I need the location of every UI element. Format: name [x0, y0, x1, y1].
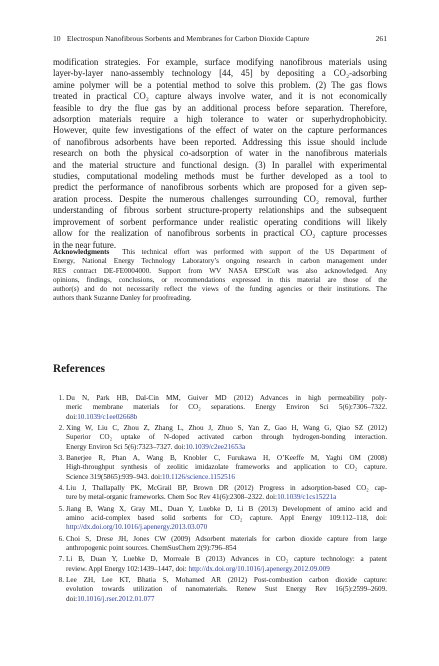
reference-line: [66, 595, 387, 604]
reference-line: Xing W, Liu C, Zhou Z, Zhang L, Zhou J, Zhuo S, Yan Z, Gao H, Wang G, Qiao SZ (2012): [66, 423, 387, 432]
body-line: modification strategies. For example, surface modifying nanofibrous materials using: [53, 57, 387, 67]
body-paragraph: [53, 57, 387, 251]
reference-line: Jiang B, Wang X, Gray ML, Duan Y, Luebke D, Li B (2013) Development of amino acid and: [66, 504, 387, 513]
reference-item: [53, 394, 387, 422]
reference-line-text: review. Appl Energy 102:1439–1447, doi:: [66, 564, 189, 573]
reference-line: Li B, Duan Y, Luebke D, Morreale B (2013) Advances in CO₂ capture technology: a patent: [66, 555, 387, 564]
ack-line: opinions, findings, conclusions, or recommendations expressed in this material are those of the: [53, 275, 387, 284]
reference-line-text: Energy Environ Sci 5(6):7323–7327. doi:: [66, 442, 186, 451]
chapter-title: Electrospun Nanofibrous Sorbents and Membranes for Carbon Dioxide Capture: [66, 34, 310, 43]
reference-item: [53, 535, 387, 554]
reference-line: amino acid-complex based solid sorbents for CO₂ capture. Appl Energy 109:112–118, doi:: [66, 513, 387, 522]
ack-line: Energy, National Energy Technology Laboratory’s ongoing research in carbon management under: [53, 257, 387, 266]
ack-line-text: This technical effort was performed with support of the US Department of: [122, 248, 388, 256]
reference-line: Superior CO₂ uptake of N-doped activated carbon through hydrogen-bonding interaction.: [66, 433, 387, 442]
page-number: 261: [375, 34, 387, 43]
body-line: treated in practical CO₂ capture always involve water, and it is not economically: [53, 91, 387, 102]
reference-line: meric membrane materials for CO₂ separations. Energy Environ Sci 5(6):7306–7322.: [66, 403, 387, 412]
acknowledgments-section: [53, 248, 387, 304]
reference-item: [53, 505, 387, 533]
reference-number: 8.: [58, 576, 64, 584]
reference-line: [66, 443, 387, 452]
reference-item: [53, 555, 387, 574]
reference-line: High-throughput synthesis of zeolitic imidazolate frameworks and application to CO₂ capture.: [66, 463, 387, 472]
body-line: studies, computational modeling methods must be further developed as a tool to: [53, 171, 387, 182]
reference-line: Lee ZH, Lee KT, Bhatia S, Mohamed AR (2012) Post-combustion carbon dioxide capture:: [66, 576, 387, 584]
ack-line: author(s) and do not necessarily reflect the views of the funding agencies or their institutions. The: [53, 285, 387, 294]
reference-item: [53, 424, 387, 452]
body-line: and the material structure and functional design. (3) In parallel with experimental: [53, 159, 387, 170]
body-line: research on both the physical co-adsorption of water in the nanofibrous materials: [53, 148, 387, 159]
reference-item: [53, 576, 387, 604]
doi-prefix: doi:: [66, 412, 78, 421]
body-line: improvement of sorbent performance under realistic operating conditions will likely: [53, 216, 387, 227]
chapter-number: 10: [53, 34, 61, 43]
body-line: feasible to dry the flue gas by an additional process before separation. Therefore,: [53, 102, 387, 113]
body-line: allow for the realization of nanofibrous sorbents in practical CO₂ capture processes: [53, 228, 387, 239]
body-line: in the near future.: [53, 239, 117, 250]
reference-line: [66, 493, 387, 502]
reference-item: [53, 484, 387, 503]
reference-line: evolution towards utilization of nanomaterials. Renew Sust Energy Rev 16(5):2599–2609.: [66, 585, 387, 594]
reference-number: 5.: [58, 504, 64, 513]
body-line: layer-by-layer nano-assembly technology [44, 45] by depositing a CO₂-adsorbing: [53, 68, 387, 79]
reference-line: [66, 473, 387, 482]
doi-link[interactable]: 10.1039/c1cs15221a: [277, 493, 337, 502]
doi-link[interactable]: http://dx.doi.org/10.1016/j.apenergy.2012.09.009: [188, 564, 330, 573]
doi-link[interactable]: http://dx.doi.org/10.1016/j.apenergy.2013.03.070: [66, 523, 208, 532]
body-line: understanding of fibrous sorbent structure-property relationships and the subsequent: [53, 205, 387, 216]
reference-number: 2.: [58, 423, 64, 432]
reference-number: 1.: [58, 394, 64, 402]
ack-line: [53, 248, 387, 257]
reference-line: [66, 413, 387, 422]
doi-link[interactable]: 10.1016/j.rser.2012.01.077: [77, 594, 155, 603]
body-line: predict the performance of nanofibrous sorbents which are proposed for a given sep-: [53, 182, 387, 193]
body-line: amine polymer will be a potential method to solve this problem. (2) The gas flows: [53, 79, 387, 90]
reference-line: Liu J, Thallapally PK, McGrail BP, Brown DR (2012) Progress in adsorption-based CO₂ cap-: [66, 483, 387, 492]
body-line: of nanofibrous adsorbents have been reported. Addressing this issue should include: [53, 136, 387, 147]
running-header: [53, 33, 387, 45]
reference-line: anthropogenic point sources. ChemSusChem 2(9):796–854: [66, 543, 237, 552]
body-line: However, quite few investigations of the effect of water on the capture performances: [53, 125, 387, 136]
reference-item: [53, 454, 387, 482]
doi-link[interactable]: 10.1126/science.1152516: [162, 472, 235, 481]
reference-number: 6.: [58, 534, 64, 543]
reference-line: Banerjee R, Phan A, Wang B, Knobler C, Furukawa H, O’Keeffe M, Yaghi OM (2008): [66, 453, 387, 462]
reference-line-text: Science 319(5865):939–943. doi:: [66, 472, 163, 481]
doi-prefix: doi:: [66, 594, 78, 603]
references-heading: References: [53, 363, 105, 375]
reference-line: Du N, Park HB, Dal-Cin MM, Guiver MD (2012) Advances in high permeability poly-: [66, 394, 387, 402]
ack-line: authors thank Suzanne Danley for proofreading.: [53, 294, 192, 303]
reference-line: Choi S, Drese JH, Jones CW (2009) Adsorbent materials for carbon dioxide capture from large: [66, 534, 387, 543]
body-line: adsorption materials require a high tolerance to water or superhydrophobicity.: [53, 114, 387, 125]
references-list: [53, 394, 387, 606]
reference-line: [66, 523, 387, 532]
body-line: aration process. Despite the numerous challenges surrounding CO₂ removal, further: [53, 193, 387, 204]
reference-number: 7.: [58, 555, 64, 564]
reference-line-text: ture by metal-organic frameworks. Chem Soc Rev 41(6):2308–2322. doi:: [66, 493, 278, 502]
ack-label: Acknowledgments: [53, 248, 110, 256]
reference-number: 3.: [58, 453, 64, 462]
ack-line: RES contract DE-FE0004000. Support from WV NASA EPSCoR was also acknowledged. Any: [53, 266, 387, 275]
doi-link[interactable]: 10.1039/c1ee02668b: [77, 412, 138, 421]
doi-link[interactable]: 10.1039/c2ee21653a: [185, 442, 246, 451]
reference-line: [66, 565, 387, 574]
reference-number: 4.: [58, 483, 64, 492]
